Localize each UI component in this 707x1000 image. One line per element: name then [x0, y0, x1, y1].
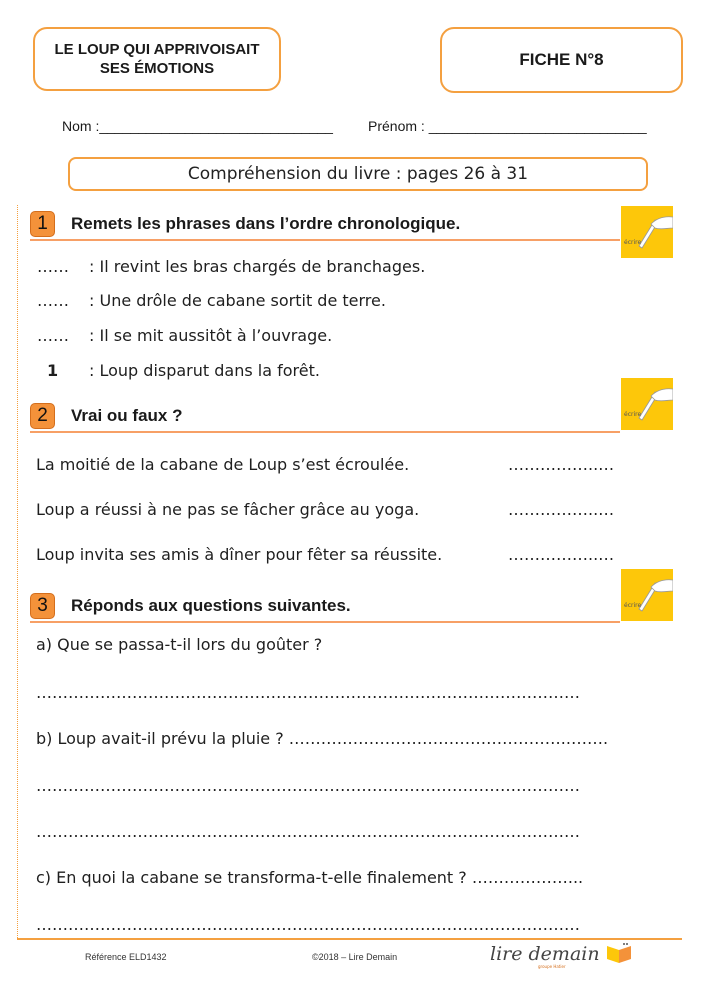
logo-subtitle: groupe Hatier — [538, 964, 566, 969]
sentence: : Il revint les bras chargés de branchages. — [89, 257, 426, 276]
subtitle: Compréhension du livre : pages 26 à 31 — [187, 164, 529, 184]
list-item — [37, 291, 69, 310]
svg-text:écrire: écrire — [624, 239, 642, 246]
order-blank[interactable]: …… — [37, 326, 69, 345]
list-item — [37, 257, 69, 276]
nom-label: Nom : — [62, 118, 100, 134]
ecrire-hand-pencil-icon — [621, 569, 673, 621]
question[interactable]: c) En quoi la cabane se transforma-t-elle finalement ? ………………... — [36, 868, 584, 887]
ecrire-hand-pencil-icon — [621, 206, 673, 258]
svg-text:écrire: écrire — [624, 602, 642, 609]
section-1-header — [30, 211, 620, 241]
section-title: Remets les phrases dans l’ordre chronologique. — [71, 214, 461, 233]
answer-line[interactable]: ………………………………………………………………………………………… — [36, 822, 580, 841]
bottom-rule — [17, 938, 682, 940]
fiche-number: FICHE N°8 — [519, 50, 604, 69]
question: a) Que se passa-t-il lors du goûter ? — [36, 635, 323, 654]
nom-field[interactable] — [62, 118, 333, 134]
logo-text: lire demain — [490, 943, 600, 965]
prenom-field[interactable] — [368, 118, 647, 134]
prenom-blank: ____________________________ — [428, 118, 647, 134]
answer-line[interactable]: ………………………………………………………………………………………… — [36, 776, 580, 795]
order-answer: 1 — [47, 361, 59, 380]
subtitle-box — [68, 157, 648, 191]
section-number-badge: 1 — [30, 211, 55, 237]
book-icon — [606, 942, 632, 964]
order-blank[interactable]: …… — [37, 257, 69, 276]
reference: Référence ELD1432 — [85, 952, 167, 962]
list-item — [37, 326, 69, 345]
true-false-blank[interactable]: ……………..… — [508, 500, 615, 519]
book-title-line2: SES ÉMOTIONS — [99, 60, 215, 77]
section-title: Réponds aux questions suivantes. — [71, 596, 351, 615]
statement: Loup a réussi à ne pas se fâcher grâce au yoga. — [36, 500, 420, 519]
answer-line[interactable]: ………………………………………………………………………………………… — [36, 915, 580, 934]
lire-demain-logo — [490, 942, 632, 965]
prenom-label: Prénom : — [368, 118, 425, 134]
section-number-badge: 2 — [30, 403, 55, 429]
section-3-header — [30, 593, 620, 623]
statement: La moitié de la cabane de Loup s’est écroulée. — [36, 455, 410, 474]
sentence: : Loup disparut dans la forêt. — [89, 361, 320, 380]
section-2-header — [30, 403, 620, 433]
copyright: ©2018 – Lire Demain — [312, 952, 398, 962]
true-false-blank[interactable]: ……………..… — [508, 455, 615, 474]
sentence: : Il se mit aussitôt à l’ouvrage. — [89, 326, 333, 345]
svg-text:écrire: écrire — [624, 411, 642, 418]
section-number-badge: 3 — [30, 593, 55, 619]
nom-blank: ______________________________ — [99, 118, 333, 134]
question[interactable]: b) Loup avait-il prévu la pluie ? ……………………………………………..……. — [36, 729, 609, 748]
fiche-number-box — [440, 27, 683, 93]
ecrire-hand-pencil-icon — [621, 378, 673, 430]
book-title-line1: LE LOUP QUI APPRIVOISAIT — [54, 41, 260, 58]
section-title: Vrai ou faux ? — [71, 406, 183, 425]
order-blank[interactable]: …… — [37, 291, 69, 310]
book-title-box — [33, 27, 281, 91]
true-false-blank[interactable]: ……………..… — [508, 545, 615, 564]
answer-line[interactable]: ………………………………………………………………………………………… — [36, 683, 580, 702]
statement: Loup invita ses amis à dîner pour fêter sa réussite. — [36, 545, 443, 564]
left-dotted-rule — [17, 205, 18, 940]
sentence: : Une drôle de cabane sortit de terre. — [89, 291, 386, 310]
